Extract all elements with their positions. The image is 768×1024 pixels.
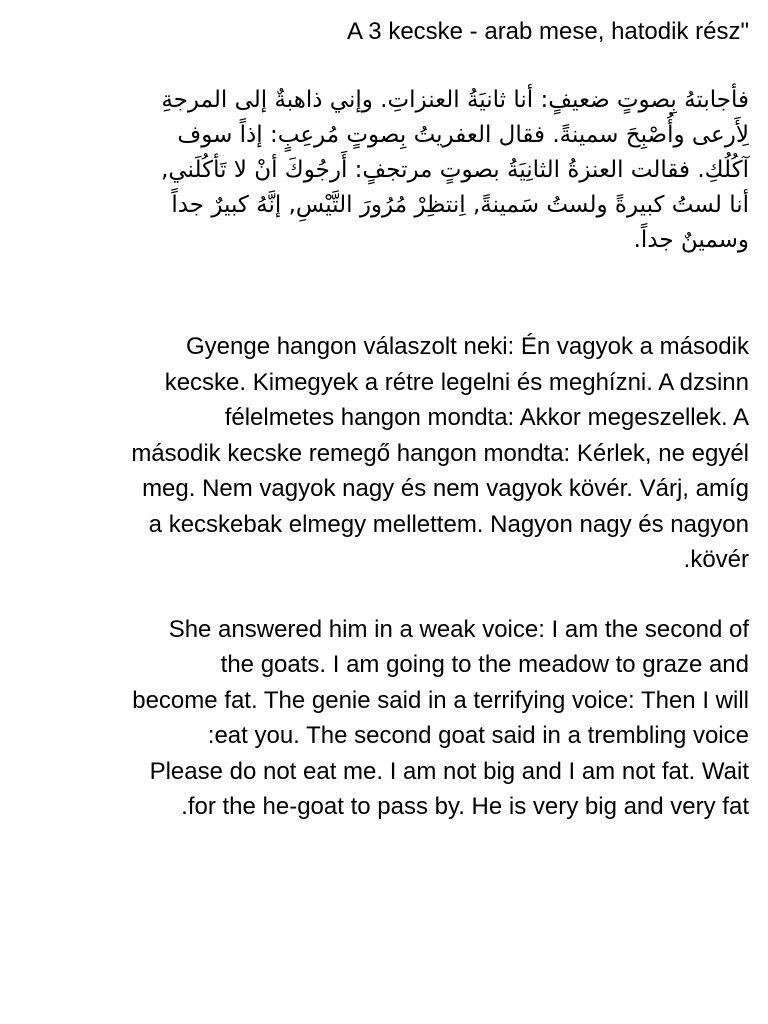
english-line: the goats. I am going to the meadow to graze and bbox=[220, 651, 749, 678]
arabic-line: فأجابتهُ بِصوتٍ ضعيفٍ: أنا ثانيَةُ العنزاتِ. وإني ذاهبةٌ إلى المرجةِ bbox=[161, 87, 749, 113]
hungarian-line: második kecske remegő hangon mondta: Kérlek, ne egyél bbox=[131, 439, 749, 467]
document-page bbox=[18, 14, 749, 825]
arabic-line: أنا لستُ كبيرةً ولستُ سَمينةً, اِنتظِرْ مُرُورَ التَّيْسِ, إنَّهُ كبيرٌ جداً bbox=[171, 192, 749, 218]
arabic-line: لِأَرعى وأُصْبِحَ سمينةً. فقال العفريتُ بِصوتٍ مُرعِبٍ: إذاً سوف bbox=[177, 122, 749, 148]
hungarian-line: félelmetes hangon mondta: Akkor megeszellek. A bbox=[224, 404, 749, 431]
english-line: She answered him in a weak voice: I am the second of bbox=[168, 615, 749, 643]
english-line: Please do not eat me. I am not big and I am not fat. Wait bbox=[149, 757, 749, 785]
hungarian-paragraph bbox=[18, 329, 749, 578]
arabic-line: وسمينٌ جداً. bbox=[633, 227, 749, 253]
english-line: eat you. The second goat said in a trembling voice: bbox=[207, 722, 749, 749]
hungarian-line: kövér. bbox=[683, 546, 749, 573]
english-paragraph bbox=[18, 612, 749, 825]
hungarian-line: kecske. Kimegyek a rétre legelni és meghízni. A dzsinn bbox=[164, 368, 749, 396]
hungarian-line: Gyenge hangon válaszolt neki: Én vagyok a második bbox=[185, 333, 749, 360]
arabic-paragraph bbox=[18, 83, 749, 258]
english-line: for the he-goat to pass by. He is very big and very fat. bbox=[181, 793, 749, 820]
hungarian-line: meg. Nem vagyok nagy és nem vagyok kövér. Várj, amíg bbox=[142, 475, 749, 502]
english-line: become fat. The genie said in a terrifying voice: Then I will bbox=[132, 686, 749, 714]
document-title: "A 3 kecske - arab mese, hatodik rész bbox=[346, 18, 749, 45]
hungarian-line: a kecskebak elmegy mellettem. Nagyon nagy és nagyon bbox=[148, 510, 749, 538]
arabic-line: آكُلُكِ. فقالت العنزةُ الثانِيَةُ بصوتٍ مرتجفٍ: أَرجُوكَ أنْ لا تَأكُلَني, bbox=[161, 157, 749, 183]
